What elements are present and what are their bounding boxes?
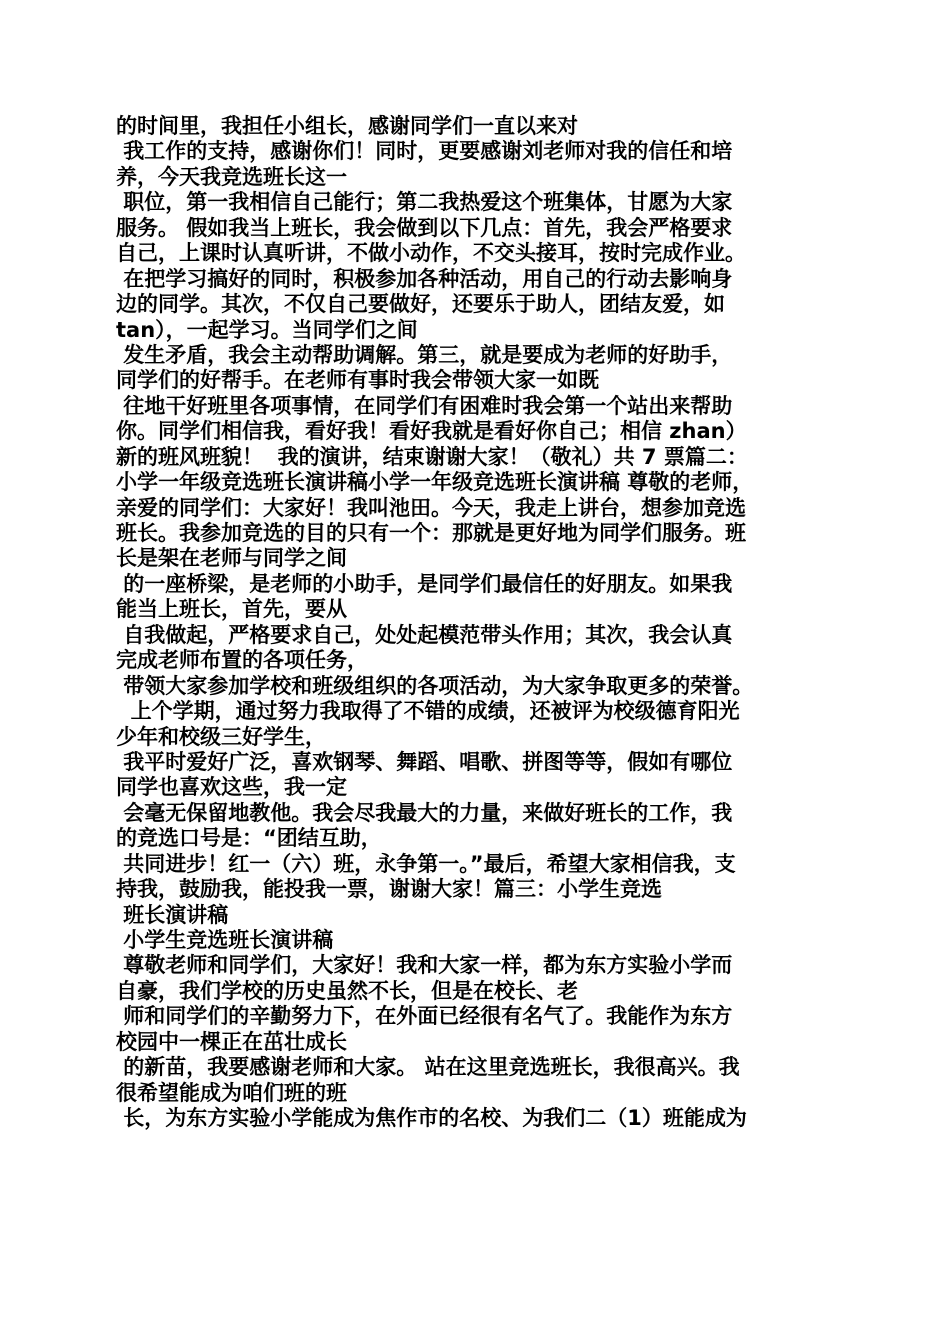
text-line: 自豪，我们学校的历史虽然不长，但是在校长、老 [116, 978, 578, 1003]
text-line: 少年和校级三好学生， [116, 724, 326, 749]
text-line: 长是架在老师与同学之间 [116, 546, 347, 571]
text-line: 共同进步！红一（六）班，永争第一。”最后，希望大家相信我，支 [116, 851, 736, 876]
text-line: 你。同学们相信我，看好我！看好我就是看好你自己；相信 zhan） [116, 419, 747, 444]
text-line: 同学们的好帮手。在老师有事时我会带领大家一如既 [116, 368, 599, 393]
text-line: 带领大家参加学校和班级组织的各项活动，为大家争取更多的荣誉。 [116, 673, 754, 698]
text-line: 自我做起，严格要求自己，处处起模范带头作用；其次，我会认真 [116, 622, 733, 647]
text-line: 班长。我参加竞选的目的只有一个：那就是更好地为同学们服务。班 [116, 521, 746, 545]
text-line: 亲爱的同学们：大家好！我叫池田。今天，我走上讲台，想参加竞选 [116, 495, 746, 520]
text-line: 很希望能成为咱们班的班 [116, 1080, 347, 1105]
text-line: 服务。 假如我当上班长，我会做到以下几点：首先，我会严格要求 [116, 215, 733, 240]
text-line: 职位，第一我相信自己能行；第二我热爱这个班集体，甘愿为大家 [116, 190, 733, 215]
text-line: 自己，上课时认真听讲，不做小动作，不交头接耳，按时完成作业。 [116, 241, 746, 266]
text-line: 师和同学们的辛勤努力下，在外面已经很有名气了。我能作为东方 [116, 1004, 733, 1029]
text-line: 会毫无保留地教他。我会尽我最大的力量，来做好班长的工作，我 [116, 800, 733, 825]
text-line: 上个学期，通过努力我取得了不错的成绩，还被评为校级德育阳光 [116, 699, 740, 724]
text-line: 能当上班长，首先，要从 [116, 597, 347, 622]
text-line: 同学也喜欢这些，我一定 [116, 775, 347, 800]
text-line: 完成老师布置的各项任务， [116, 648, 368, 673]
text-line: 小学生竞选班长演讲稿 [116, 928, 334, 952]
text-line: 我平时爱好广泛，喜欢钢琴、舞蹈、唱歌、拼图等等，假如有哪位 [116, 749, 733, 774]
text-line: 我工作的支持，感谢你们！同时，更要感谢刘老师对我的信任和培 [116, 139, 733, 164]
text-line: 养，今天我竞选班长这一 [116, 164, 347, 189]
speech-text-body [116, 114, 841, 1132]
text-line: 的时间里，我担任小组长，感谢同学们一直以来对 [116, 114, 578, 138]
text-line: 班长演讲稿 [116, 902, 229, 927]
text-line: 长，为东方实验小学能成为焦作市的名校、为我们二（1）班能成为 [116, 1106, 747, 1131]
text-line: 持我，鼓励我，能投我一票，谢谢大家！篇三：小学生竞选 [116, 877, 662, 902]
text-line: 新的班风班貌！ 我的演讲，结束谢谢大家！（敬礼）共 7 票篇二： [116, 444, 748, 469]
text-line: 往地干好班里各项事情，在同学们有困难时我会第一个站出来帮助 [116, 393, 733, 418]
text-line: 边的同学。其次，不仅自己要做好，还要乐于助人，团结友爱，如 [116, 292, 725, 317]
text-line: 的竞选口号是：“团结互助， [116, 826, 382, 851]
text-line: tan），一起学习。当同学们之间 [116, 317, 418, 342]
text-line: 小学一年级竞选班长演讲稿小学一年级竞选班长演讲稿 尊敬的老师， [116, 470, 754, 495]
text-line: 校园中一棵正在茁壮成长 [116, 1029, 347, 1054]
text-line: 尊敬老师和同学们，大家好！我和大家一样，都为东方实验小学而 [116, 953, 733, 978]
text-line: 发生矛盾，我会主动帮助调解。第三，就是要成为老师的好助手， [116, 342, 733, 367]
text-line: 的新苗，我要感谢老师和大家。 站在这里竞选班长，我很高兴。我 [116, 1055, 740, 1080]
text-line: 在把学习搞好的同时，积极参加各种活动，用自己的行动去影响身 [116, 266, 733, 291]
text-line: 的一座桥梁，是老师的小助手，是同学们最信任的好朋友。如果我 [116, 571, 733, 596]
